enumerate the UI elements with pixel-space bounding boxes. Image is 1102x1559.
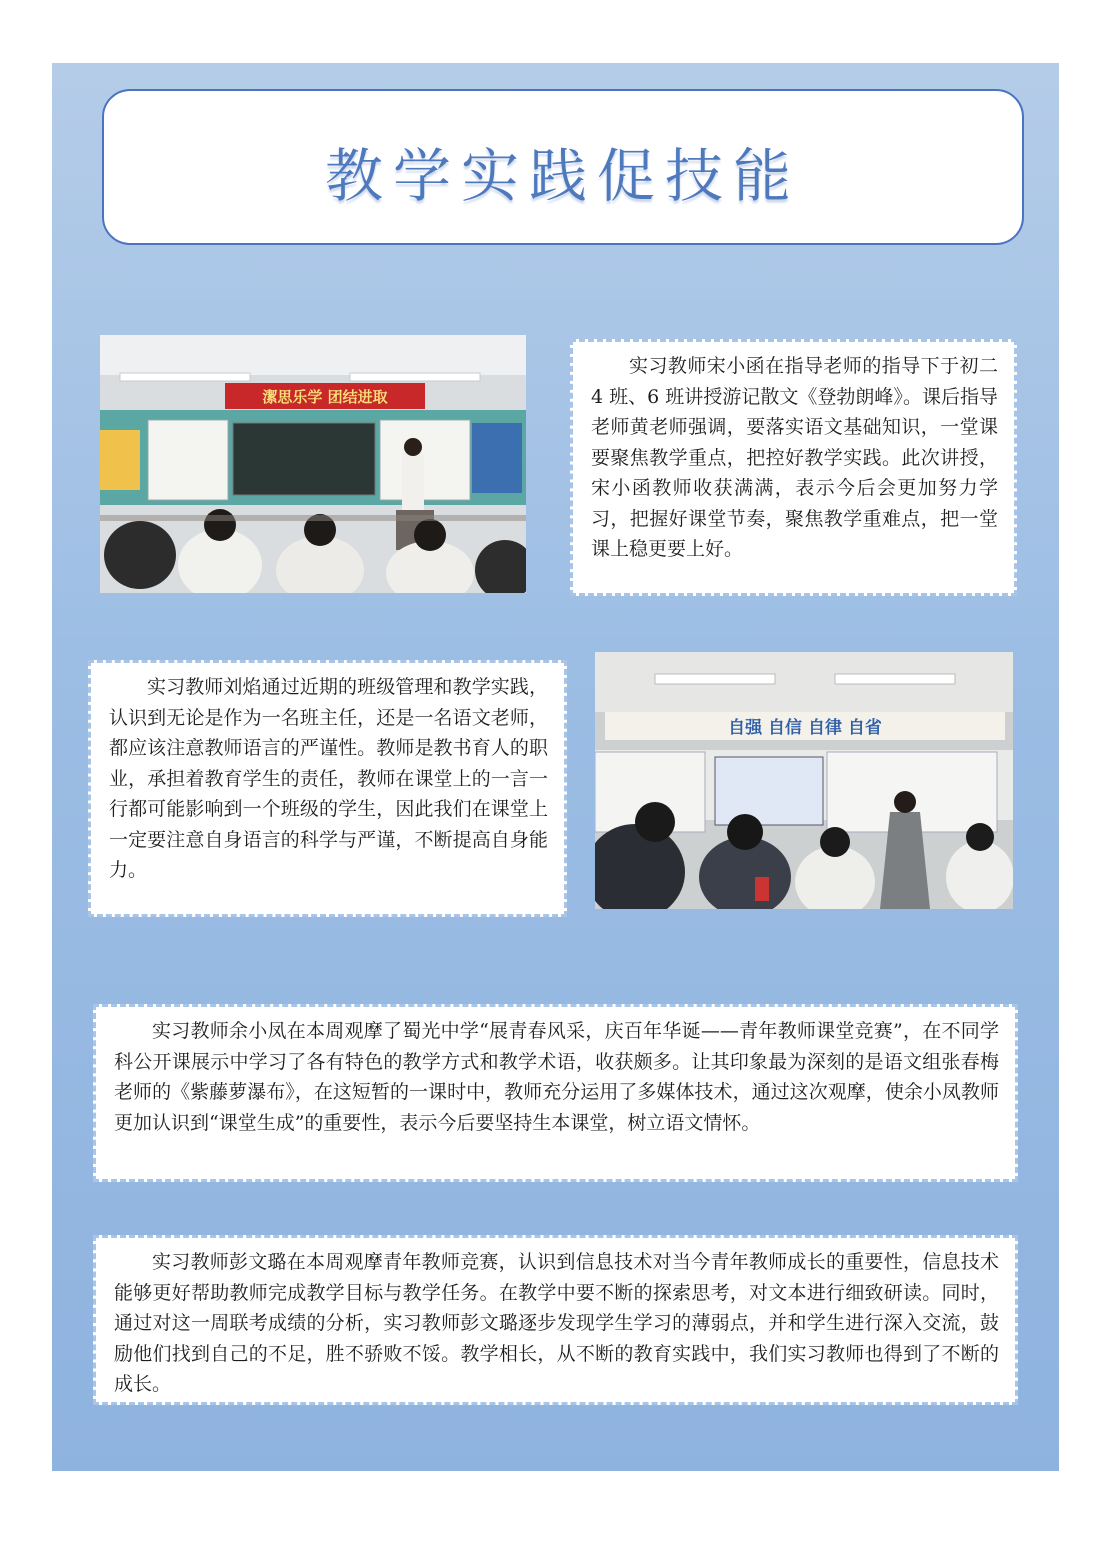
text-block-4-content: 实习教师彭文璐在本周观摩青年教师竞赛，认识到信息技术对当今青年教师成长的重要性，信息技术能够更好帮助教师完成教学目标与教学任务。在教学中要不断的探索思考，对文本进行细致研读。同时，通过对这一周联考成绩的分析，实习教师彭文璐逐步发现学生学习的薄弱点，并和学生进行深入交流，鼓励他们找到自己的不足，胜不骄败不馁。教学相长，从不断的教育实践中，我们实习教师也得到了不断的成长。 — [114, 1251, 999, 1395]
classroom-banner-text-1: 潔思乐学 团结进取 — [262, 388, 388, 406]
text-block-1 — [570, 339, 1017, 596]
text-block-2 — [88, 660, 567, 917]
text-block-1-content: 实习教师宋小函在指导老师的指导下于初二 4 班、6 班讲授游记散文《登勃朗峰》。课后指导老师黄老师强调，要落实语文基础知识，一堂课要聚焦教学重点，把控好教学实践。此次讲授，宋小函教师收获满满，表示今后会更加努力学习，把握好课堂节奏，聚焦教学重难点，把一堂课上稳更要上好。 — [591, 355, 998, 560]
text-block-3 — [93, 1004, 1018, 1182]
classroom-banner-text-2: 自强 自信 自律 自省 — [728, 718, 882, 738]
text-block-3-content: 实习教师余小凤在本周观摩了蜀光中学“展青春风采，庆百年华诞——青年教师课堂竞赛”，在不同学科公开课展示中学习了各有特色的教学方式和教学术语，收获颇多。让其印象最为深刻的是语文组张春梅老师的《紫藤萝瀑布》，在这短暂的一课时中，教师充分运用了多媒体技术，通过这次观摩，使余小凤教师更加认识到“课堂生成”的重要性，表示今后要坚持生本课堂，树立语文情怀。 — [114, 1020, 999, 1134]
classroom-photo-2 — [595, 652, 1013, 909]
text-block-2-content: 实习教师刘焰通过近期的班级管理和教学实践，认识到无论是作为一名班主任，还是一名语文老师，都应该注意教师语言的严谨性。教师是教书育人的职业，承担着教育学生的责任，教师在课堂上的一言一行都可能影响到一个班级的学生，因此我们在课堂上一定要注意自身语言的科学与严谨，不断提高自身能力。 — [109, 676, 548, 881]
page-title: 教学实践促技能 — [324, 142, 801, 210]
classroom-photo-1 — [100, 335, 526, 593]
title-banner — [102, 89, 1024, 245]
text-block-4 — [93, 1235, 1018, 1405]
